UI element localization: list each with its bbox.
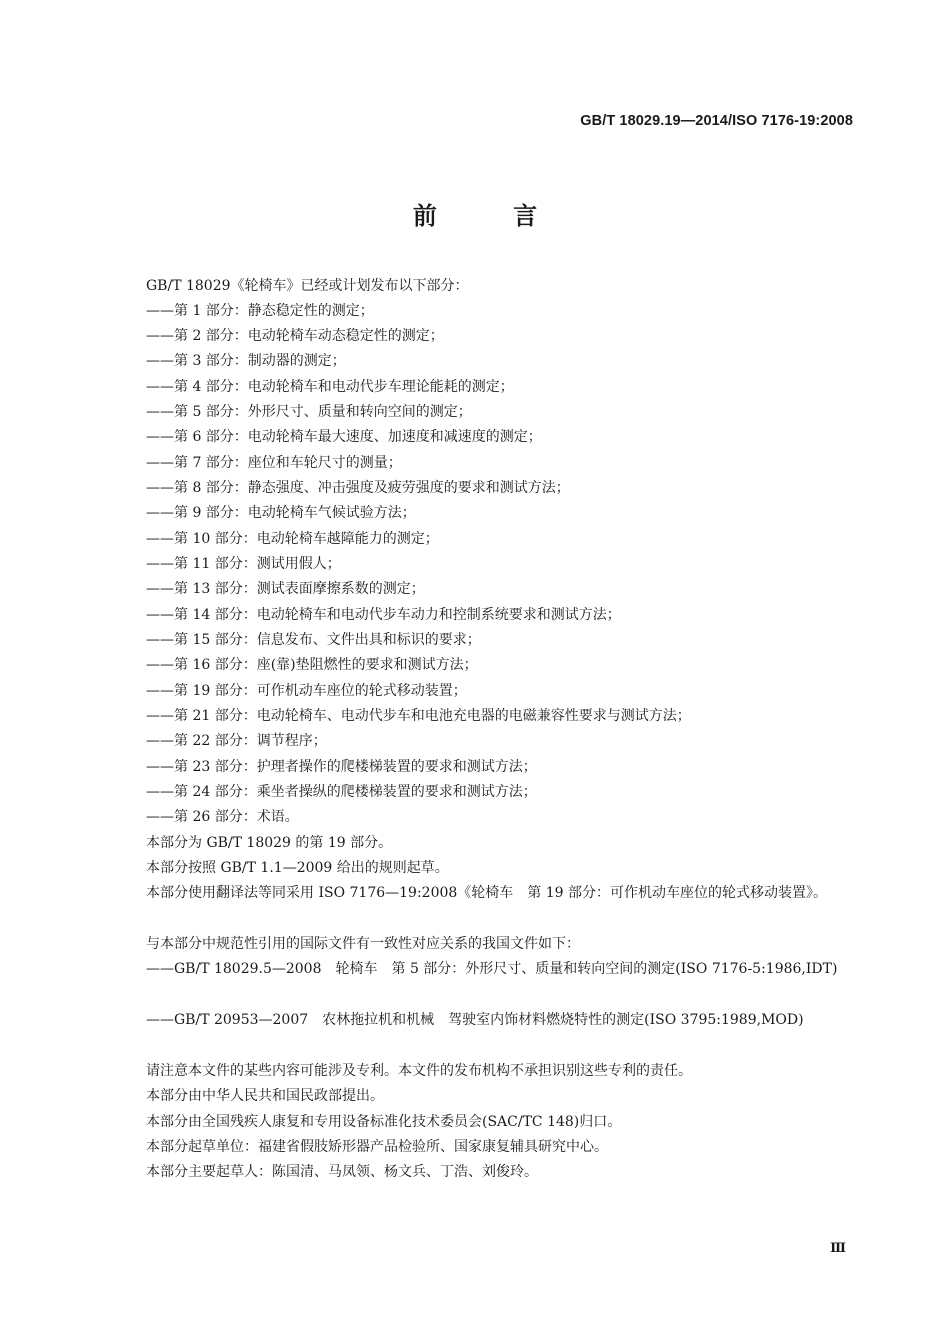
part-item: ——第 15 部分：信息发布、文件出具和标识的要求； — [146, 632, 481, 648]
drafters: 本部分主要起草人：陈国清、马凤领、杨文兵、丁浩、刘俊玲。 — [146, 1164, 538, 1180]
drafting-rules-statement: 本部分按照 GB/T 1.1—2009 给出的规则起草。 — [146, 860, 449, 876]
proposed-by: 本部分由中华人民共和国民政部提出。 — [146, 1088, 384, 1104]
part-item: ——第 6 部分：电动轮椅车最大速度、加速度和减速度的测定； — [146, 429, 542, 445]
part-item: ——第 10 部分：电动轮椅车越障能力的测定； — [146, 531, 439, 547]
part-item: ——第 7 部分：座位和车轮尺寸的测量； — [146, 455, 402, 471]
part-item: ——第 1 部分：静态稳定性的测定； — [146, 303, 374, 319]
part-item: ——第 21 部分：电动轮椅车、电动代步车和电池充电器的电磁兼容性要求与测试方法； — [146, 708, 691, 724]
correspondence-item: ——GB/T 18029.5—2008 轮椅车 第 5 部分：外形尺寸、质量和转向空间的测定(ISO 7176-5:1986,IDT) — [146, 961, 838, 977]
part-item: ——第 8 部分：静态强度、冲击强度及疲劳强度的要求和测试方法； — [146, 480, 570, 496]
part-item: ——第 16 部分：座(靠)垫阻燃性的要求和测试方法； — [146, 657, 478, 673]
correspondence-intro: 与本部分中规范性引用的国际文件有一致性对应关系的我国文件如下： — [146, 936, 580, 952]
page-number: Ⅲ — [830, 1241, 846, 1256]
drafting-units: 本部分起草单位：福建省假肢矫形器产品检验所、国家康复辅具研究中心。 — [146, 1139, 608, 1155]
page-title: 前 言 — [412, 202, 572, 230]
part-item: ——第 19 部分：可作机动车座位的轮式移动装置； — [146, 683, 467, 699]
part-item: ——第 5 部分：外形尺寸、质量和转向空间的测定； — [146, 404, 472, 420]
part-item: ——第 11 部分：测试用假人； — [146, 556, 341, 572]
part-item: ——第 14 部分：电动轮椅车和电动代步车动力和控制系统要求和测试方法； — [146, 607, 621, 623]
standard-number: GB/T 18029.19—2014/ISO 7176-19:2008 — [580, 113, 853, 129]
part-of-statement: 本部分为 GB/T 18029 的第 19 部分。 — [146, 835, 393, 851]
part-item: ——第 3 部分：制动器的测定； — [146, 353, 346, 369]
part-item: ——第 9 部分：电动轮椅车气候试验方法； — [146, 505, 416, 521]
translation-statement: 本部分使用翻译法等同采用 ISO 7176—19:2008《轮椅车 第 19 部分：可作机动车座位的轮式移动装置》。 — [146, 885, 828, 901]
part-item: ——第 23 部分：护理者操作的爬楼梯装置的要求和测试方法； — [146, 759, 537, 775]
part-item: ——第 13 部分：测试表面摩擦系数的测定； — [146, 581, 425, 597]
patent-notice: 请注意本文件的某些内容可能涉及专利。本文件的发布机构不承担识别这些专利的责任。 — [146, 1063, 692, 1079]
part-item: ——第 2 部分：电动轮椅车动态稳定性的测定； — [146, 328, 444, 344]
part-item: ——第 24 部分：乘坐者操纵的爬楼梯装置的要求和测试方法； — [146, 784, 537, 800]
part-item: ——第 22 部分：调节程序； — [146, 733, 327, 749]
part-item: ——第 4 部分：电动轮椅车和电动代步车理论能耗的测定； — [146, 379, 514, 395]
intro-line: GB/T 18029《轮椅车》已经或计划发布以下部分： — [146, 278, 469, 294]
correspondence-item: ——GB/T 20953—2007 农林拖拉机和机械 驾驶室内饰材料燃烧特性的测定(ISO 3795:1989,MOD) — [146, 1012, 804, 1028]
part-item: ——第 26 部分：术语。 — [146, 809, 299, 825]
centralized-by: 本部分由全国残疾人康复和专用设备标准化技术委员会(SAC/TC 148)归口。 — [146, 1114, 622, 1130]
